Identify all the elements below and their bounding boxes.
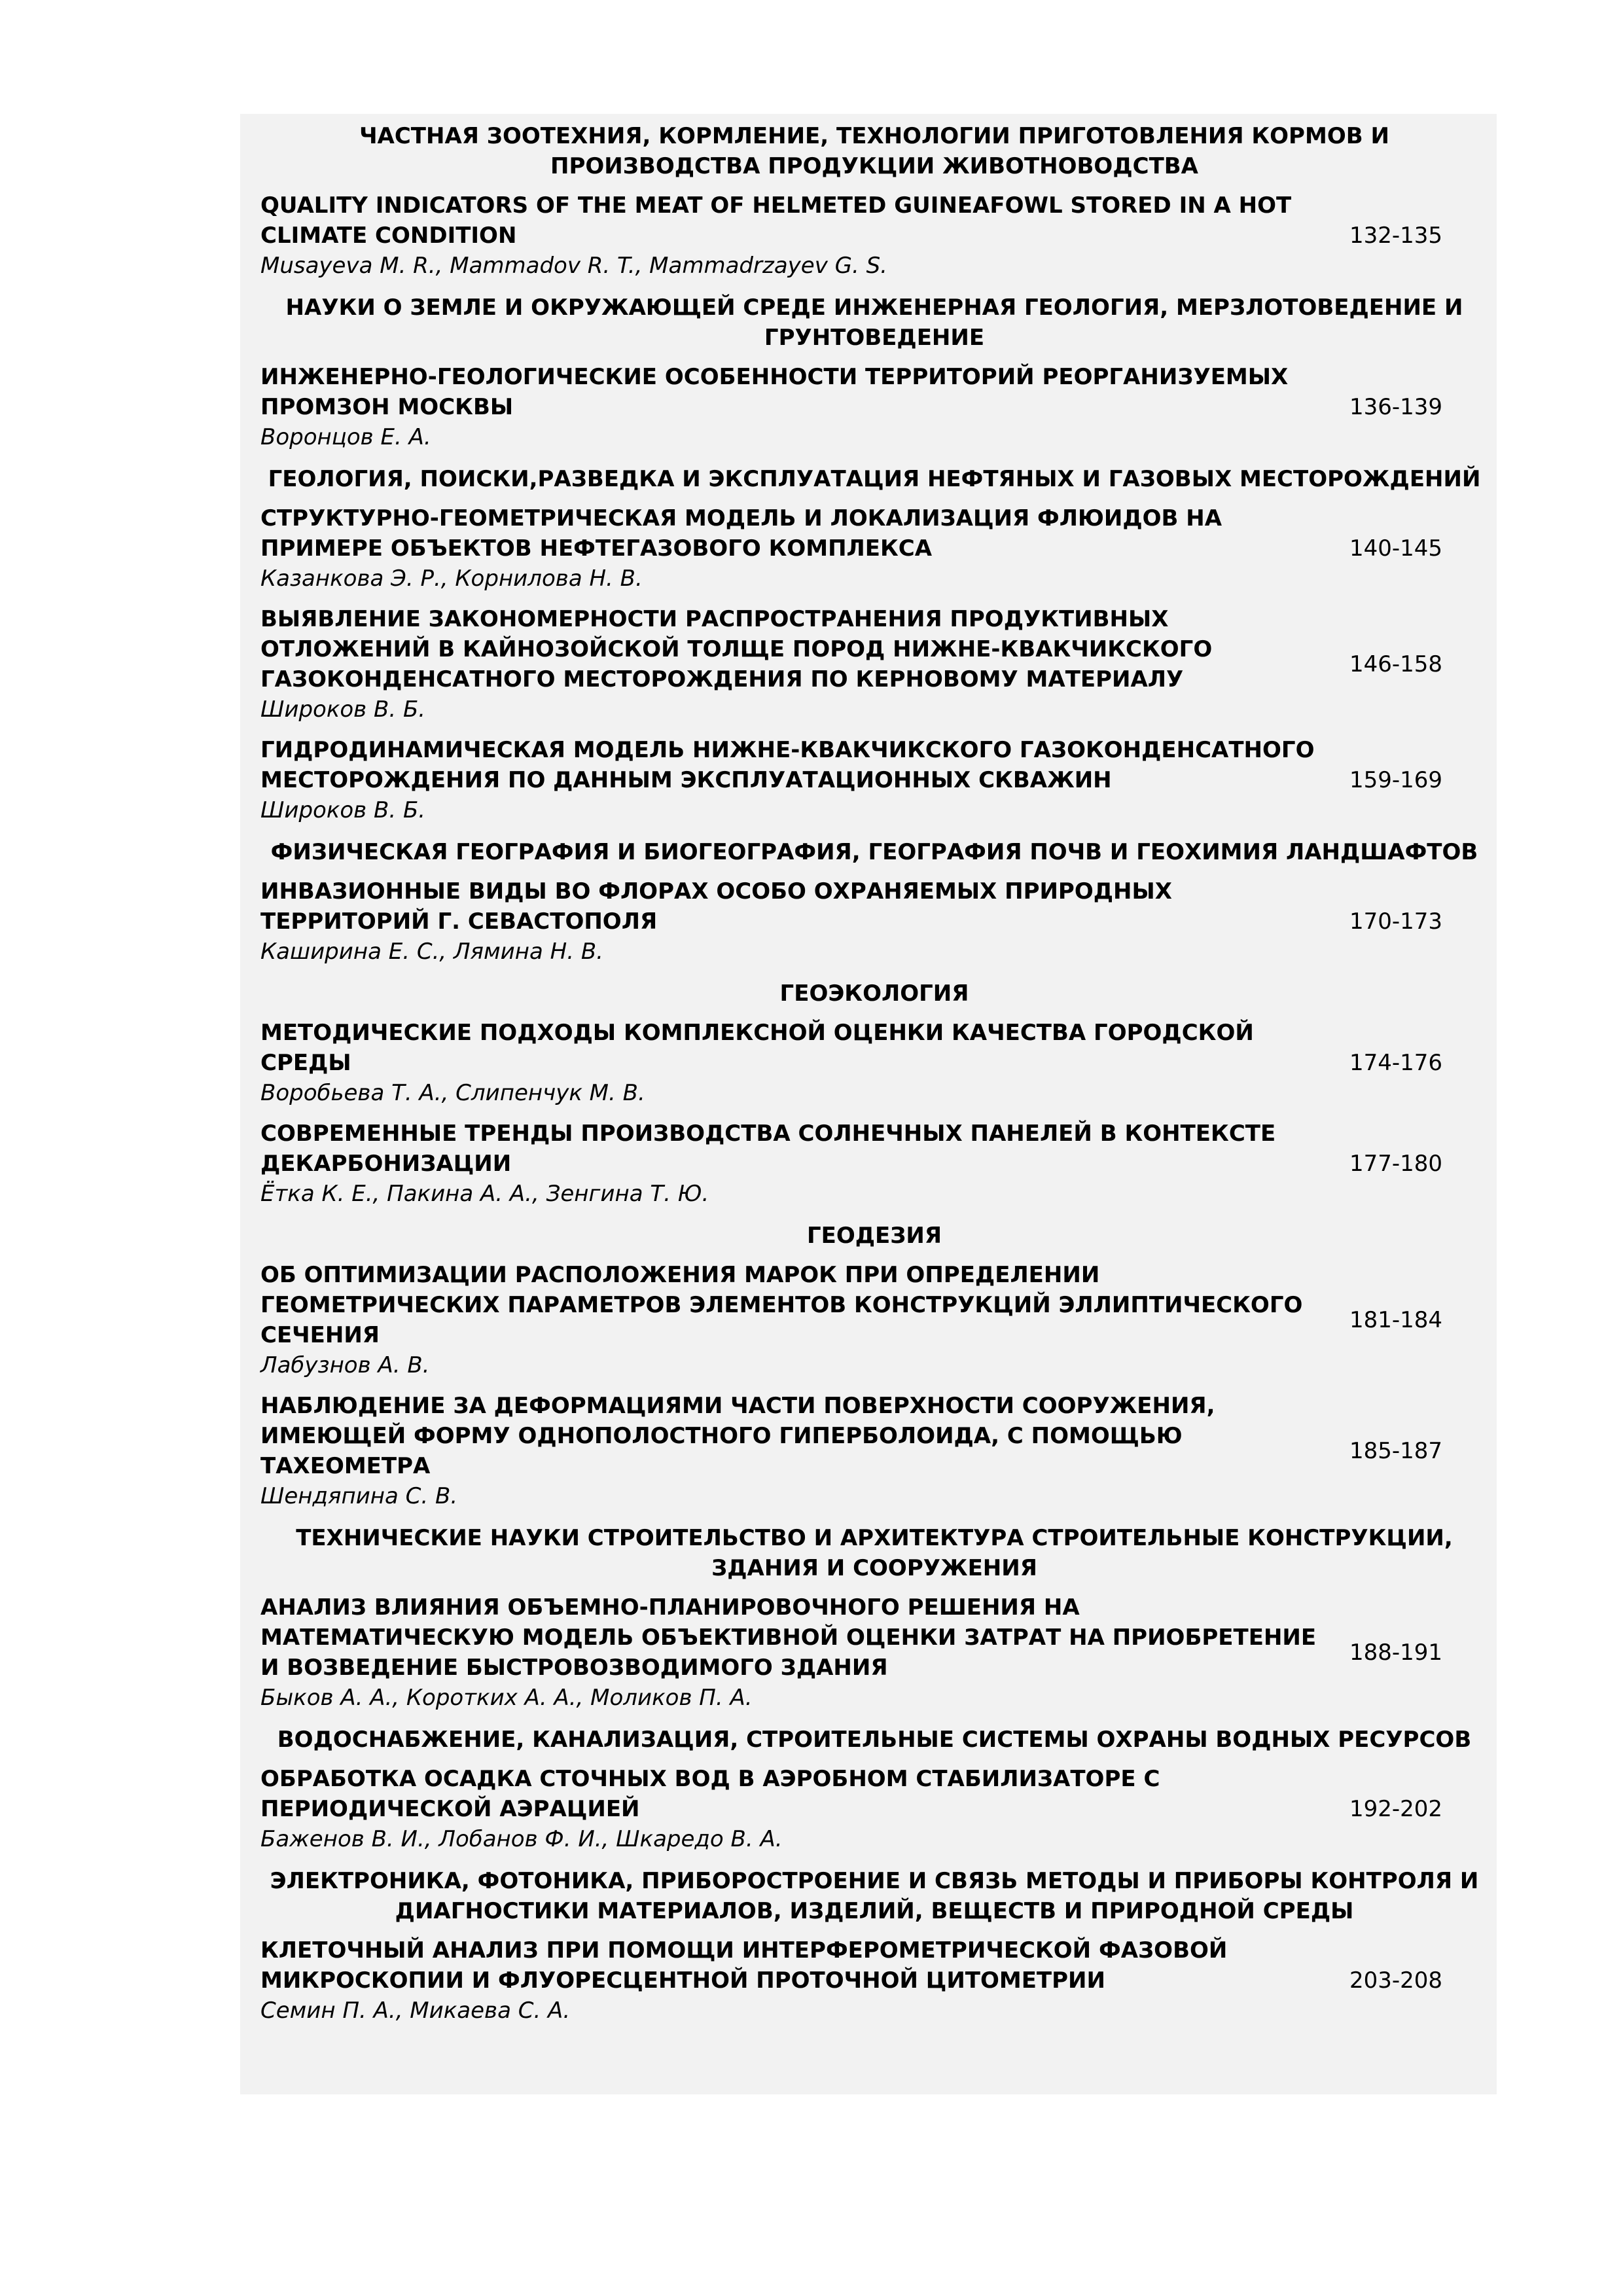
section-heading: ТЕХНИЧЕСКИЕ НАУКИ СТРОИТЕЛЬСТВО И АРХИТЕКТУРА СТРОИТЕЛЬНЫЕ КОНСТРУКЦИИ, ЗДАНИЯ И СООРУЖЕНИЯ: [296, 1525, 1453, 1581]
article-title[interactable]: КЛЕТОЧНЫЙ АНАЛИЗ ПРИ ПОМОЩИ ИНТЕРФЕРОМЕТРИЧЕСКОЙ ФАЗОВОЙ МИКРОСКОПИИ И ФЛУОРЕСЦЕНТНОЙ ПРОТОЧНОЙ ЦИТОМЕТРИИ: [260, 1937, 1228, 1994]
toc-entry[interactable]: [260, 362, 1488, 452]
section-heading: ГЕОДЕЗИЯ: [806, 1223, 942, 1249]
article-title[interactable]: ГИДРОДИНАМИЧЕСКАЯ МОДЕЛЬ НИЖНЕ-КВАКЧИКСКОГО ГАЗОКОНДЕНСАТНОГО МЕСТОРОЖДЕНИЯ ПО ДАННЫМ ЭКСПЛУАТАЦИОННЫХ СКВАЖИН: [260, 737, 1315, 793]
section-heading: ГЕОЭКОЛОГИЯ: [779, 980, 969, 1007]
page-range: 192-202: [1349, 1796, 1443, 1822]
entry-text: [260, 1018, 1321, 1108]
article-title[interactable]: QUALITY INDICATORS OF THE MEAT OF HELMETED GUINEAFOWL STORED IN A HOT CLIMATE CONDITION: [260, 192, 1292, 249]
entry-text: [260, 876, 1321, 967]
page-range: 146-158: [1349, 651, 1443, 677]
entry-text: [260, 1391, 1321, 1511]
page-range: 185-187: [1349, 1438, 1443, 1464]
toc-section: [260, 291, 1488, 452]
toc-section: [260, 1219, 1488, 1511]
toc-entry[interactable]: [260, 503, 1488, 594]
toc-section: [260, 120, 1488, 281]
article-authors: Быков А. А., Коротких А. А., Моликов П. А.: [260, 1685, 753, 1711]
section-heading: ВОДОСНАБЖЕНИЕ, КАНАЛИЗАЦИЯ, СТРОИТЕЛЬНЫЕ СИСТЕМЫ ОХРАНЫ ВОДНЫХ РЕСУРСОВ: [277, 1727, 1472, 1753]
article-authors: Шендяпина С. В.: [260, 1483, 458, 1509]
page-range: 170-173: [1349, 908, 1443, 935]
entry-text: [260, 604, 1321, 725]
toc-entry[interactable]: [260, 1119, 1488, 1209]
section-heading: ЧАСТНАЯ ЗООТЕХНИЯ, КОРМЛЕНИЕ, ТЕХНОЛОГИИ ПРИГОТОВЛЕНИЯ КОРМОВ И ПРОИЗВОДСТВА ПРОДУКЦИИ ЖИВОТНОВОДСТВА: [359, 123, 1389, 179]
page-range: 159-169: [1349, 767, 1443, 793]
toc-section: [260, 1723, 1488, 1854]
page-range: 140-145: [1349, 535, 1443, 562]
entry-text: [260, 1592, 1321, 1713]
page-range: 203-208: [1349, 1967, 1443, 1994]
article-authors: Баженов В. И., Лобанов Ф. И., Шкаредо В. А.: [260, 1826, 783, 1852]
section-heading: ФИЗИЧЕСКАЯ ГЕОГРАФИЯ И БИОГЕОГРАФИЯ, ГЕОГРАФИЯ ПОЧВ И ГЕОХИМИЯ ЛАНДШАФТОВ: [270, 839, 1478, 865]
toc-section: [260, 1522, 1488, 1713]
article-title[interactable]: СОВРЕМЕННЫЕ ТРЕНДЫ ПРОИЗВОДСТВА СОЛНЕЧНЫХ ПАНЕЛЕЙ В КОНТЕКСТЕ ДЕКАРБОНИЗАЦИИ: [260, 1121, 1276, 1177]
toc-entry[interactable]: [260, 1592, 1488, 1713]
toc-section: [260, 1865, 1488, 2026]
section-heading: ЭЛЕКТРОНИКА, ФОТОНИКА, ПРИБОРОСТРОЕНИЕ И СВЯЗЬ МЕТОДЫ И ПРИБОРЫ КОНТРОЛЯ И ДИАГНОСТИКИ МАТЕРИАЛОВ, ИЗДЕЛИЙ, ВЕЩЕСТВ И ПРИРОДНОЙ СРЕДЫ: [270, 1868, 1479, 1924]
toc-section: [260, 977, 1488, 1209]
page-range: 177-180: [1349, 1151, 1443, 1177]
article-authors: Ётка К. Е., Пакина А. А., Зенгина Т. Ю.: [260, 1181, 709, 1207]
article-title[interactable]: ОБ ОПТИМИЗАЦИИ РАСПОЛОЖЕНИЯ МАРОК ПРИ ОПРЕДЕЛЕНИИ ГЕОМЕТРИЧЕСКИХ ПАРАМЕТРОВ ЭЛЕМЕНТОВ КОНСТРУКЦИЙ ЭЛЛИПТИЧЕСКОГО СЕЧЕНИЯ: [260, 1262, 1303, 1348]
article-authors: Лабузнов А. В.: [260, 1352, 430, 1378]
entry-text: [260, 190, 1321, 281]
section-heading: НАУКИ О ЗЕМЛЕ И ОКРУЖАЮЩЕЙ СРЕДЕ ИНЖЕНЕРНАЯ ГЕОЛОГИЯ, МЕРЗЛОТОВЕДЕНИЕ И ГРУНТОВЕДЕНИЕ: [285, 295, 1463, 351]
toc-entry[interactable]: [260, 735, 1488, 825]
toc-entry[interactable]: [260, 1260, 1488, 1380]
page-range: 174-176: [1349, 1050, 1443, 1076]
entry-text: [260, 735, 1321, 825]
article-authors: Широков В. Б.: [260, 797, 426, 823]
toc-entry[interactable]: [260, 1018, 1488, 1108]
article-authors: Семин П. А., Микаева С. А.: [260, 1998, 571, 2024]
article-authors: Воронцов Е. А.: [260, 424, 431, 450]
article-title[interactable]: МЕТОДИЧЕСКИЕ ПОДХОДЫ КОМПЛЕКСНОЙ ОЦЕНКИ КАЧЕСТВА ГОРОДСКОЙ СРЕДЫ: [260, 1020, 1254, 1076]
toc-entry[interactable]: [260, 1391, 1488, 1511]
article-title[interactable]: ОБРАБОТКА ОСАДКА СТОЧНЫХ ВОД В АЭРОБНОМ СТАБИЛИЗАТОРЕ С ПЕРИОДИЧЕСКОЙ АЭРАЦИЕЙ: [260, 1766, 1160, 1822]
article-authors: Казанкова Э. Р., Корнилова Н. В.: [260, 565, 643, 592]
entry-text: [260, 1260, 1321, 1380]
article-title[interactable]: ИНВАЗИОННЫЕ ВИДЫ ВО ФЛОРАХ ОСОБО ОХРАНЯЕМЫХ ПРИРОДНЫХ ТЕРРИТОРИЙ Г. СЕВАСТОПОЛЯ: [260, 878, 1172, 935]
toc-entry[interactable]: [260, 1764, 1488, 1854]
entry-text: [260, 1935, 1321, 2026]
toc-entry[interactable]: [260, 876, 1488, 967]
article-title[interactable]: СТРУКТУРНО-ГЕОМЕТРИЧЕСКАЯ МОДЕЛЬ И ЛОКАЛИЗАЦИЯ ФЛЮИДОВ НА ПРИМЕРЕ ОБЪЕКТОВ НЕФТЕГАЗОВОГО КОМПЛЕКСА: [260, 505, 1222, 562]
article-authors: Широков В. Б.: [260, 696, 426, 723]
article-title[interactable]: ИНЖЕНЕРНО-ГЕОЛОГИЧЕСКИЕ ОСОБЕННОСТИ ТЕРРИТОРИЙ РЕОРГАНИЗУЕМЫХ ПРОМЗОН МОСКВЫ: [260, 364, 1289, 420]
entry-text: [260, 503, 1321, 594]
toc-entry[interactable]: [260, 190, 1488, 281]
article-title[interactable]: ВЫЯВЛЕНИЕ ЗАКОНОМЕРНОСТИ РАСПРОСТРАНЕНИЯ ПРОДУКТИВНЫХ ОТЛОЖЕНИЙ В КАЙНОЗОЙСКОЙ ТОЛЩЕ ПОРОД НИЖНЕ-КВАКЧИКСКОГО ГАЗОКОНДЕНСАТНОГО МЕСТОРОЖДЕНИЯ ПО КЕРНОВОМУ МАТЕРИАЛУ: [260, 606, 1213, 692]
article-authors: Воробьева Т. А., Слипенчук М. В.: [260, 1080, 645, 1106]
toc-section: [260, 463, 1488, 825]
page-range: 136-139: [1349, 394, 1443, 420]
article-title[interactable]: НАБЛЮДЕНИЕ ЗА ДЕФОРМАЦИЯМИ ЧАСТИ ПОВЕРХНОСТИ СООРУЖЕНИЯ, ИМЕЮЩЕЙ ФОРМУ ОДНОПОЛОСТНОГО ГИПЕРБОЛОИДА, С ПОМОЩЬЮ ТАХЕОМЕТРА: [260, 1393, 1215, 1479]
section-heading: ГЕОЛОГИЯ, ПОИСКИ,РАЗВЕДКА И ЭКСПЛУАТАЦИЯ НЕФТЯНЫХ И ГАЗОВЫХ МЕСТОРОЖДЕНИЙ: [268, 466, 1481, 492]
toc-entry[interactable]: [260, 1935, 1488, 2026]
page-range: 132-135: [1349, 223, 1443, 249]
article-authors: Musayeva M. R., Mammadov R. T., Mammadrzayev G. S.: [260, 253, 887, 279]
entry-text: [260, 362, 1321, 452]
toc-entry[interactable]: [260, 604, 1488, 725]
article-title[interactable]: АНАЛИЗ ВЛИЯНИЯ ОБЪЕМНО-ПЛАНИРОВОЧНОГО РЕШЕНИЯ НА МАТЕМАТИЧЕСКУЮ МОДЕЛЬ ОБЪЕКТИВНОЙ ОЦЕНКИ ЗАТРАТ НА ПРИОБРЕТЕНИЕ И ВОЗВЕДЕНИЕ БЫСТРОВОЗВОДИМОГО ЗДАНИЯ: [260, 1594, 1317, 1681]
entry-text: [260, 1119, 1321, 1209]
page-range: 181-184: [1349, 1307, 1443, 1333]
table-of-contents: [260, 120, 1488, 2036]
article-authors: Каширина Е. С., Лямина Н. В.: [260, 939, 603, 965]
entry-text: [260, 1764, 1321, 1854]
page-range: 188-191: [1349, 1640, 1443, 1666]
toc-section: [260, 836, 1488, 967]
